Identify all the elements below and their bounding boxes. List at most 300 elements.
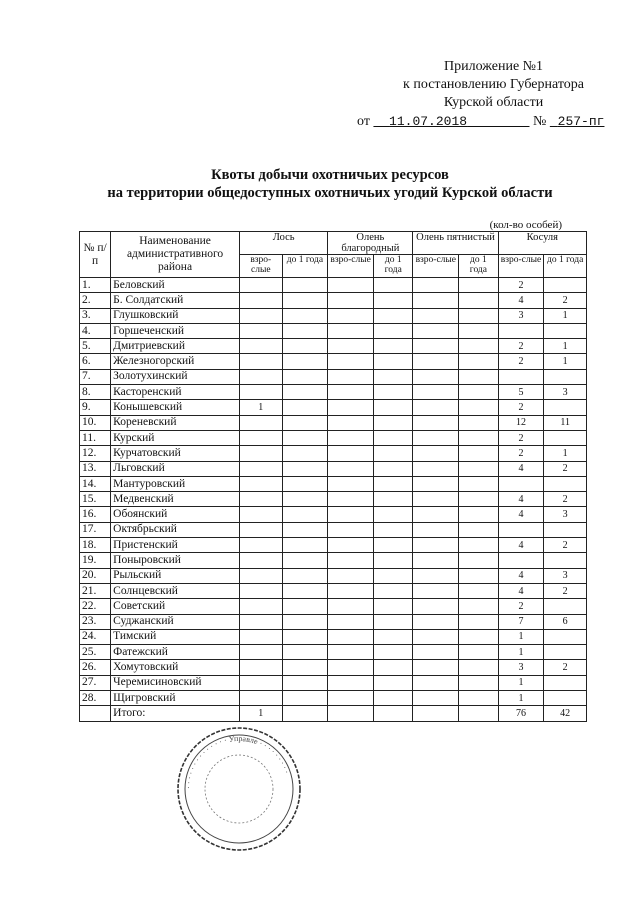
quota-cell [413,476,459,491]
quota-cell [498,476,544,491]
quota-cell [413,400,459,415]
table-row [80,675,587,690]
table-row [80,385,587,400]
row-number: 22. [80,599,111,614]
quota-table [79,231,587,722]
quota-cell [459,476,498,491]
quota-cell [239,369,282,384]
row-number: 26. [80,660,111,675]
quota-cell: 5 [498,385,544,400]
quota-cell [282,323,328,338]
row-number: 20. [80,568,111,583]
quota-cell [459,430,498,445]
district-name: Поныровский [111,553,240,568]
quota-cell [459,400,498,415]
quota-cell [282,507,328,522]
quota-cell [239,553,282,568]
quota-cell: 2 [498,278,544,293]
quota-cell [373,293,412,308]
quota-cell [328,385,374,400]
quota-cell: 1 [544,354,587,369]
quota-cell [328,691,374,706]
quota-cell [373,522,412,537]
table-row [80,660,587,675]
quota-cell [328,461,374,476]
district-name: Кореневский [111,415,240,430]
quota-cell [373,415,412,430]
quota-cell [239,339,282,354]
row-number: 4. [80,323,111,338]
quota-cell [459,339,498,354]
quota-cell [282,308,328,323]
quota-cell [282,691,328,706]
quota-cell [239,293,282,308]
quota-cell: 7 [498,614,544,629]
quota-cell: 11 [544,415,587,430]
quota-cell [498,369,544,384]
total-label: Итого: [111,706,240,721]
quota-cell: 2 [544,583,587,598]
quota-cell [373,446,412,461]
quota-cell [328,293,374,308]
subheader-adult: взро-слые [239,255,282,278]
district-name: Пристенский [111,538,240,553]
quota-cell [413,538,459,553]
quota-cell [459,645,498,660]
row-number: 6. [80,354,111,369]
official-seal [175,725,303,853]
district-name: Беловский [111,278,240,293]
quota-cell [328,354,374,369]
quota-cell: 2 [544,538,587,553]
total-number-cell [80,706,111,721]
district-name: Хомутовский [111,660,240,675]
quota-cell [239,278,282,293]
quota-cell: 4 [498,293,544,308]
quota-cell [413,675,459,690]
quota-cell [413,415,459,430]
quota-cell: 6 [544,614,587,629]
quota-cell [413,614,459,629]
quota-cell [282,430,328,445]
quota-cell [544,522,587,537]
row-number: 10. [80,415,111,430]
decree-number: 257-пг [557,114,605,129]
row-number: 27. [80,675,111,690]
quota-cell [544,629,587,644]
total-cell [413,706,459,721]
quota-cell [282,492,328,507]
quota-cell [373,691,412,706]
quota-cell: 3 [544,385,587,400]
quota-cell [459,492,498,507]
quota-cell [328,400,374,415]
quota-cell [239,614,282,629]
quota-cell [413,339,459,354]
quota-cell [373,629,412,644]
quota-cell: 4 [498,568,544,583]
quota-cell [239,461,282,476]
quota-cell [282,614,328,629]
quota-cell [373,675,412,690]
quota-cell [373,354,412,369]
quota-cell [459,323,498,338]
quota-cell [282,629,328,644]
table-row [80,323,587,338]
quota-cell [282,446,328,461]
quota-cell: 2 [544,660,587,675]
total-cell [459,706,498,721]
quota-cell [413,583,459,598]
document-title [60,166,600,202]
quota-cell [544,369,587,384]
row-number: 7. [80,369,111,384]
quota-cell [413,599,459,614]
district-name: Горшеченский [111,323,240,338]
table-row [80,430,587,445]
row-number: 2. [80,293,111,308]
quota-cell [373,430,412,445]
quota-cell [373,538,412,553]
total-cell [373,706,412,721]
table-row [80,538,587,553]
quota-cell [413,430,459,445]
appendix-title: Приложение №1 [444,59,544,74]
quota-cell [459,461,498,476]
quota-cell [498,522,544,537]
quota-cell [373,278,412,293]
quota-cell: 1 [498,645,544,660]
row-number: 15. [80,492,111,507]
quota-cell [328,507,374,522]
district-name: Фатежский [111,645,240,660]
row-number: 16. [80,507,111,522]
table-row [80,354,587,369]
date-prefix: от [357,114,370,129]
quota-cell [459,293,498,308]
quota-cell [282,415,328,430]
total-cell: 42 [544,706,587,721]
quota-cell [413,492,459,507]
subheader-adult: взро-слые [498,255,544,278]
district-name: Черемисиновский [111,675,240,690]
quota-cell: 1 [544,308,587,323]
district-name: Мантуровский [111,476,240,491]
title-line-1: Квоты добычи охотничьих ресурсов [211,167,449,183]
quota-cell [328,492,374,507]
quota-cell [373,583,412,598]
quota-cell: 4 [498,583,544,598]
quota-cell [282,400,328,415]
title-line-2: на территории общедоступных охотничьих угодий Курской области [107,185,553,201]
subheader-young: до 1 года [459,255,498,278]
quota-cell [459,568,498,583]
quota-cell: 1 [544,446,587,461]
quota-cell: 2 [544,293,587,308]
quota-cell [239,430,282,445]
appendix-header [403,58,584,112]
district-name: Курчатовский [111,446,240,461]
quota-cell [459,691,498,706]
district-name: Щигровский [111,691,240,706]
row-number: 14. [80,476,111,491]
quota-cell [413,369,459,384]
header-district: Наименование административного района [111,232,240,278]
quota-cell [239,691,282,706]
quota-cell [459,629,498,644]
quota-cell [328,522,374,537]
units-note: (кол-во особей) [489,219,562,231]
quota-cell [413,507,459,522]
total-cell: 76 [498,706,544,721]
quota-cell [373,660,412,675]
table-row [80,308,587,323]
appendix-subtitle: к постановлению Губернатора [403,77,584,92]
quota-cell: 2 [498,446,544,461]
quota-cell [239,629,282,644]
quota-cell [459,675,498,690]
quota-cell [498,553,544,568]
quota-cell [459,385,498,400]
district-name: Обоянский [111,507,240,522]
quota-cell [328,308,374,323]
quota-cell [328,568,374,583]
quota-cell [328,538,374,553]
table-row [80,583,587,598]
quota-cell [239,568,282,583]
table-row [80,369,587,384]
quota-cell [282,660,328,675]
district-name: Рыльский [111,568,240,583]
table-row [80,492,587,507]
quota-cell [544,675,587,690]
quota-cell [459,446,498,461]
row-number: 17. [80,522,111,537]
quota-cell [413,446,459,461]
quota-cell [282,538,328,553]
quota-cell: 1 [498,691,544,706]
row-number: 28. [80,691,111,706]
row-number: 23. [80,614,111,629]
quota-cell [328,415,374,430]
table-row [80,568,587,583]
district-name: Дмитриевский [111,339,240,354]
quota-cell [328,446,374,461]
quota-cell [239,522,282,537]
quota-cell [239,308,282,323]
quota-cell [328,339,374,354]
quota-cell: 2 [498,599,544,614]
quota-cell: 2 [498,400,544,415]
table-row [80,522,587,537]
quota-cell [373,339,412,354]
quota-cell: 3 [498,660,544,675]
header-number: № п/п [80,232,111,278]
table-row [80,476,587,491]
quota-cell [239,660,282,675]
quota-cell [239,323,282,338]
quota-cell [544,400,587,415]
quota-cell [373,461,412,476]
quota-cell [239,599,282,614]
quota-cell [239,645,282,660]
decree-date-line [357,114,604,130]
table-row [80,599,587,614]
quota-cell [498,323,544,338]
quota-cell [413,385,459,400]
row-number: 19. [80,553,111,568]
quota-cell [413,293,459,308]
quota-cell [373,645,412,660]
quota-cell: 4 [498,461,544,476]
district-name: Глушковский [111,308,240,323]
quota-cell [373,507,412,522]
quota-cell [282,583,328,598]
table-row [80,614,587,629]
quota-cell [282,522,328,537]
district-name: Касторенский [111,385,240,400]
district-name: Медвенский [111,492,240,507]
total-cell [328,706,374,721]
quota-cell [282,278,328,293]
quota-cell [373,323,412,338]
quota-cell [282,599,328,614]
header-sika-deer: Олень пятнистый [413,232,498,255]
row-number: 25. [80,645,111,660]
number-prefix: № [532,114,547,129]
quota-cell [282,339,328,354]
table-row [80,645,587,660]
district-name: Золотухинский [111,369,240,384]
quota-cell [459,538,498,553]
quota-cell [282,476,328,491]
quota-cell [373,385,412,400]
table-row [80,446,587,461]
subheader-adult: взро-слые [413,255,459,278]
row-number: 11. [80,430,111,445]
quota-cell [413,691,459,706]
quota-cell [413,354,459,369]
quota-cell [459,583,498,598]
quota-cell [459,507,498,522]
table-row [80,507,587,522]
quota-cell: 3 [544,507,587,522]
quota-cell [413,308,459,323]
quota-cell [282,354,328,369]
quota-cell: 2 [498,430,544,445]
quota-cell [328,323,374,338]
district-name: Тимский [111,629,240,644]
quota-cell: 1 [239,400,282,415]
quota-cell [282,385,328,400]
quota-cell [282,568,328,583]
quota-cell [413,522,459,537]
row-number: 9. [80,400,111,415]
quota-cell [239,492,282,507]
quota-cell: 2 [544,492,587,507]
table-row [80,293,587,308]
quota-cell [239,476,282,491]
table-row [80,553,587,568]
quota-cell [413,568,459,583]
quota-cell [544,476,587,491]
quota-cell [459,354,498,369]
header-roe-deer: Косуля [498,232,586,255]
quota-cell [413,278,459,293]
table-row [80,278,587,293]
district-name: Льговский [111,461,240,476]
quota-cell [328,278,374,293]
quota-cell: 1 [544,339,587,354]
decree-date: 11.07.2018 [389,114,468,129]
district-name: Суджанский [111,614,240,629]
quota-cell [328,614,374,629]
quota-cell [328,660,374,675]
quota-cell: 1 [498,629,544,644]
table-row [80,415,587,430]
row-number: 24. [80,629,111,644]
quota-cell [413,645,459,660]
quota-cell [328,599,374,614]
subheader-young: до 1 года [282,255,328,278]
quota-cell [239,507,282,522]
quota-table-body [80,278,587,722]
quota-cell [373,308,412,323]
table-row [80,629,587,644]
total-cell: 1 [239,706,282,721]
appendix-region: Курской области [443,95,544,110]
quota-cell [459,660,498,675]
row-number: 1. [80,278,111,293]
total-row [80,706,587,721]
subheader-adult: взро-слые [328,255,374,278]
quota-cell [282,675,328,690]
quota-cell [239,583,282,598]
quota-cell [328,675,374,690]
quota-cell [239,446,282,461]
quota-cell: 1 [498,675,544,690]
district-name: Солнцевский [111,583,240,598]
quota-cell [413,323,459,338]
quota-cell [239,385,282,400]
quota-cell: 12 [498,415,544,430]
quota-cell [544,323,587,338]
row-number: 12. [80,446,111,461]
row-number: 3. [80,308,111,323]
row-number: 21. [80,583,111,598]
quota-cell: 4 [498,492,544,507]
quota-cell [282,293,328,308]
quota-cell [459,369,498,384]
quota-cell: 3 [544,568,587,583]
row-number: 5. [80,339,111,354]
quota-cell [413,461,459,476]
quota-cell [328,476,374,491]
quota-cell [544,278,587,293]
quota-cell [328,645,374,660]
quota-cell [544,430,587,445]
quota-cell [459,415,498,430]
table-row [80,400,587,415]
quota-cell [328,583,374,598]
district-name: Конышевский [111,400,240,415]
district-name: Б. Солдатский [111,293,240,308]
quota-cell [373,599,412,614]
subheader-young: до 1 года [544,255,587,278]
quota-cell [328,430,374,445]
quota-cell [413,629,459,644]
quota-cell [282,461,328,476]
